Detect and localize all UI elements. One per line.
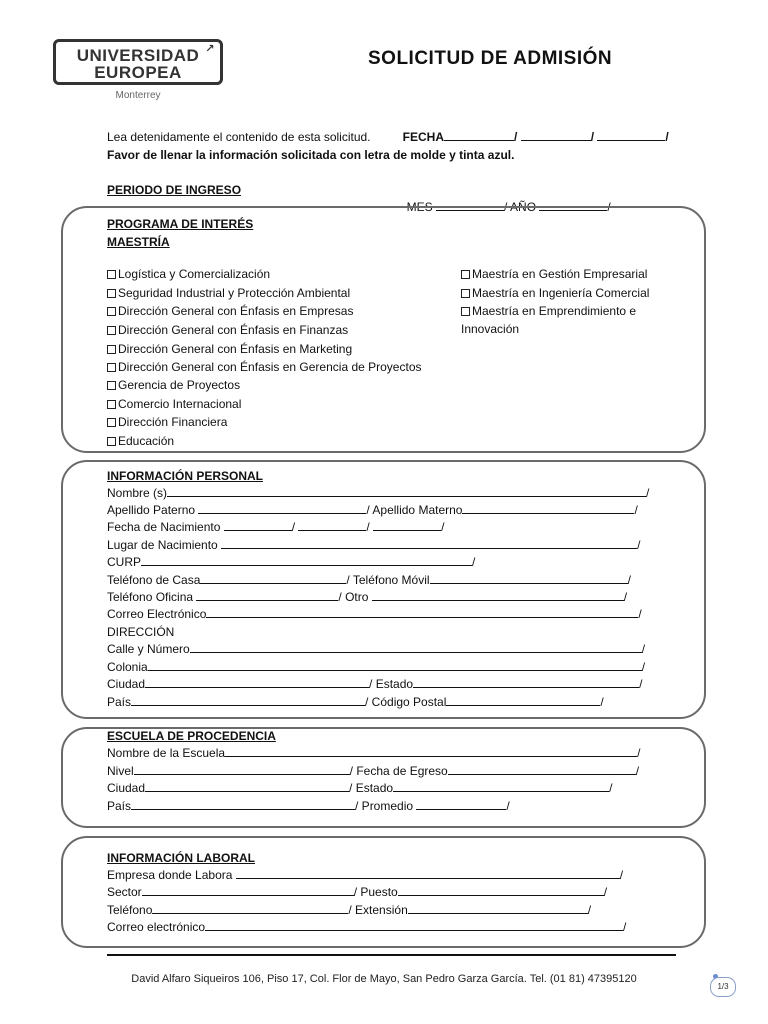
correo-row: Correo Electrónico / [107, 607, 642, 621]
apellido-materno-field[interactable] [462, 502, 634, 514]
calle-field[interactable] [190, 641, 642, 653]
program-option[interactable]: Dirección General con Énfasis en Empresas [107, 303, 353, 320]
page-indicator[interactable]: 1/3 [710, 977, 736, 997]
escuela-ciudad-field[interactable] [145, 780, 349, 792]
intro-line-1: Lea detenidamente el contenido de esta solicitud. [107, 130, 371, 144]
colonia-field[interactable] [148, 659, 642, 671]
laboral-title: INFORMACIÓN LABORAL [107, 851, 255, 865]
programa-subtitle: MAESTRÍA [107, 235, 170, 249]
checkbox-icon[interactable] [107, 345, 116, 354]
nivel-row: Nivel / Fecha de Egreso / [107, 764, 640, 778]
escuela-ciudad-row: Ciudad / Estado / [107, 781, 613, 795]
pais-field[interactable] [131, 694, 365, 706]
promedio-field[interactable] [416, 798, 506, 810]
pais-row: País / Código Postal / [107, 695, 604, 709]
laboral-telefono-field[interactable] [152, 902, 348, 914]
nac-month-field[interactable] [298, 519, 366, 531]
footer-address: David Alfaro Siqueiros 106, Piso 17, Col. Flor de Mayo, San Pedro Garza García. Tel. (01 81) 47395120 [131, 973, 637, 985]
apellido-paterno-field[interactable] [198, 502, 366, 514]
nombre-field[interactable] [167, 485, 646, 497]
escuela-pais-row: País / Promedio / [107, 799, 510, 813]
nac-year-field[interactable] [373, 519, 441, 531]
fecha-egreso-field[interactable] [448, 763, 636, 775]
nombre-row: Nombre (s) / [107, 486, 650, 500]
lugar-nacimiento-field[interactable] [221, 537, 637, 549]
logo-campus: Monterrey [115, 90, 161, 101]
lugar-nacimiento-row: Lugar de Nacimiento / [107, 538, 641, 552]
escuela-title: ESCUELA DE PROCEDENCIA [107, 729, 276, 743]
laboral-correo-row: Correo electrónico / [107, 920, 627, 934]
periodo-label: PERIODO DE INGRESO [107, 183, 242, 197]
nac-day-field[interactable] [224, 519, 292, 531]
program-option[interactable]: Maestría en Emprendimiento e [461, 303, 636, 320]
slash: / [590, 130, 595, 144]
checkbox-icon[interactable] [107, 400, 116, 409]
nivel-field[interactable] [134, 763, 350, 775]
checkbox-icon[interactable] [107, 363, 116, 372]
extension-field[interactable] [408, 902, 588, 914]
checkbox-icon[interactable] [461, 289, 470, 298]
slash: / [607, 200, 611, 214]
checkbox-icon[interactable] [461, 307, 470, 316]
programa-title: PROGRAMA DE INTERÉS [107, 217, 254, 231]
escuela-estado-field[interactable] [393, 780, 609, 792]
telefono-casa-field[interactable] [200, 572, 346, 584]
fecha-label: FECHA [402, 130, 445, 144]
program-option[interactable]: Seguridad Industrial y Protección Ambiental [107, 285, 350, 302]
puesto-field[interactable] [398, 884, 604, 896]
checkbox-icon[interactable] [107, 270, 116, 279]
checkbox-icon[interactable] [107, 307, 116, 316]
slash: / [514, 130, 518, 144]
sector-field[interactable] [142, 884, 354, 896]
calle-row: Calle y Número / [107, 642, 646, 656]
checkbox-icon[interactable] [107, 289, 116, 298]
program-option[interactable]: Dirección General con Énfasis en Finanzas [107, 322, 348, 339]
ciudad-row: Ciudad / Estado / [107, 677, 643, 691]
program-option[interactable]: Comercio Internacional [107, 396, 241, 413]
program-option[interactable]: Dirección General con Énfasis en Marketing [107, 341, 352, 358]
estado-field[interactable] [413, 676, 639, 688]
escuela-pais-field[interactable] [131, 798, 355, 810]
logo-line-1: UNIVERSIDAD [76, 46, 200, 65]
colonia-row: Colonia / [107, 660, 646, 674]
fecha-row [396, 112, 669, 146]
telefono-oficina-field[interactable] [196, 589, 338, 601]
oficina-row: Teléfono Oficina / Otro / [107, 590, 628, 604]
ano-label: / AÑO [504, 200, 537, 214]
escuela-nombre-field[interactable] [225, 745, 637, 757]
program-option[interactable]: Dirección Financiera [107, 414, 227, 431]
direccion-label: DIRECCIÓN [107, 625, 175, 639]
mes-label: MES [406, 200, 433, 214]
checkbox-icon[interactable] [461, 270, 470, 279]
logo-line-2: EUROPEA [94, 63, 182, 82]
fecha-nacimiento-row: Fecha de Nacimiento / / / [107, 520, 445, 534]
page-title: SOLICITUD DE ADMISIÓN [368, 48, 613, 69]
personal-title: INFORMACIÓN PERSONAL [107, 469, 263, 483]
telefonos-row: Teléfono de Casa / Teléfono Móvil / [107, 573, 631, 587]
program-option-continued: Innovación [461, 322, 520, 336]
codigo-postal-field[interactable] [446, 694, 600, 706]
program-option[interactable]: Gerencia de Proyectos [107, 377, 240, 394]
program-option[interactable]: Maestría en Ingeniería Comercial [461, 285, 649, 302]
checkbox-icon[interactable] [107, 418, 116, 427]
university-logo [53, 39, 223, 85]
intro-line-2: Favor de llenar la información solicitada con letra de molde y tinta azul. [107, 148, 515, 162]
program-option[interactable]: Logística y Comercialización [107, 266, 270, 283]
program-option[interactable]: Dirección General con Énfasis en Gerencia de Proyectos [107, 359, 422, 376]
fecha-month-field[interactable] [521, 129, 591, 141]
checkbox-icon[interactable] [107, 437, 116, 446]
slash: / [665, 130, 669, 144]
otro-field[interactable] [372, 589, 624, 601]
curp-row: CURP / [107, 555, 476, 569]
checkbox-icon[interactable] [107, 381, 116, 390]
program-option[interactable]: Educación [107, 433, 174, 450]
footer-divider [107, 954, 676, 956]
correo-field[interactable] [206, 606, 638, 618]
program-option[interactable]: Maestría en Gestión Empresarial [461, 266, 647, 283]
curp-field[interactable] [141, 554, 472, 566]
apellidos-row: Apellido Paterno / Apellido Materno / [107, 503, 638, 517]
laboral-telefono-row: Teléfono / Extensión / [107, 903, 592, 917]
fecha-day-field[interactable] [444, 129, 514, 141]
logo-arrow-icon: ↗ [205, 43, 215, 55]
telefono-movil-field[interactable] [430, 572, 628, 584]
empresa-field[interactable] [236, 867, 620, 879]
sector-row: Sector / Puesto / [107, 885, 608, 899]
checkbox-icon[interactable] [107, 326, 116, 335]
escuela-nombre-row: Nombre de la Escuela / [107, 746, 641, 760]
laboral-correo-field[interactable] [205, 919, 623, 931]
empresa-row: Empresa donde Labora / [107, 868, 624, 882]
fecha-year-field[interactable] [597, 129, 665, 141]
ciudad-field[interactable] [145, 676, 369, 688]
